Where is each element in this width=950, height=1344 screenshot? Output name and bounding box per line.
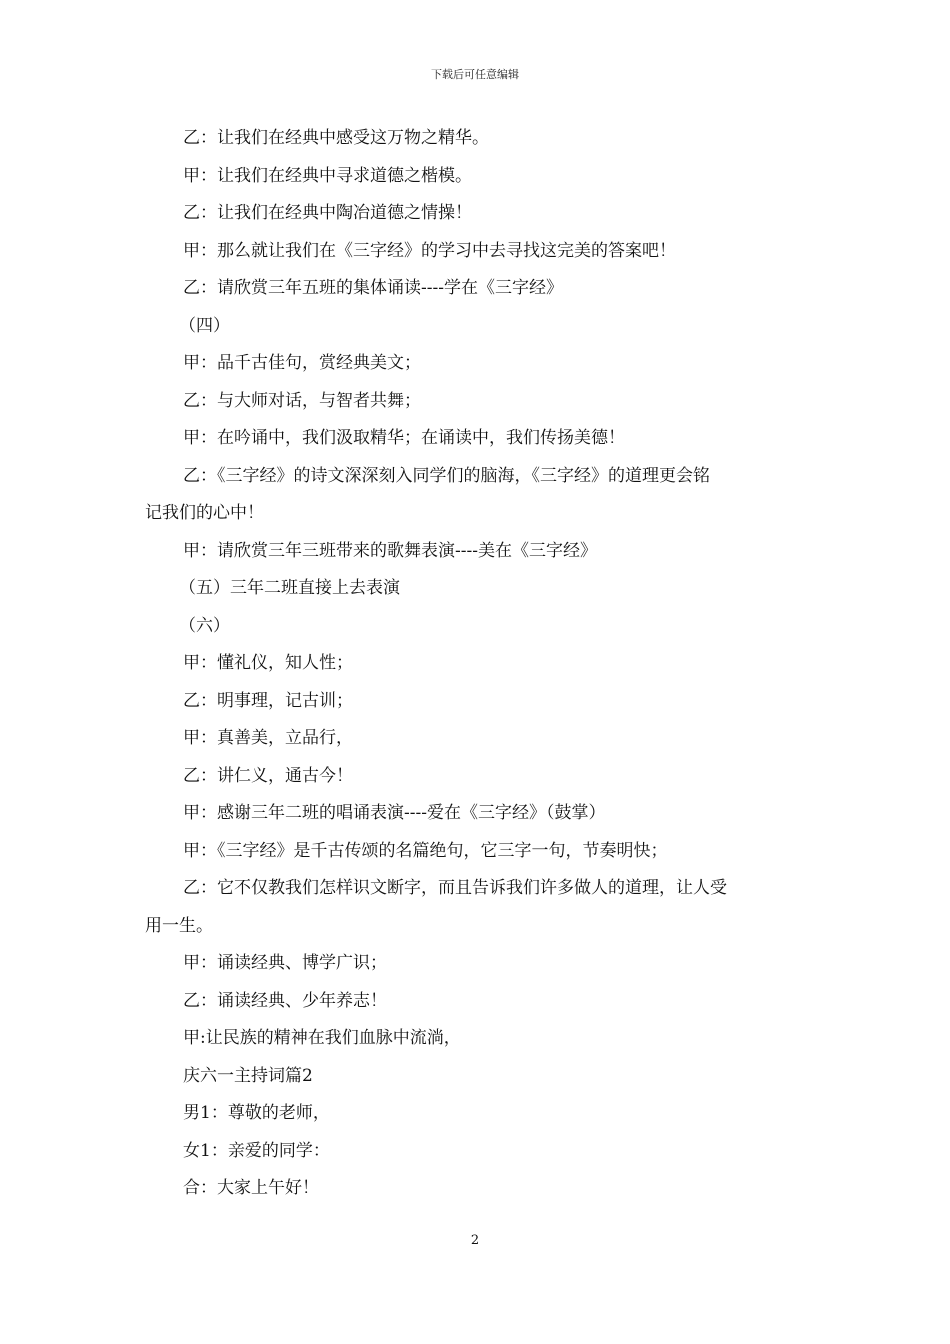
text-line: 乙：它不仅教我们怎样识文断字，而且告诉我们许多做人的道理，让人受 xyxy=(183,878,727,898)
text-line: 甲：《三字经》是千古传颂的名篇绝句，它三字一句，节奏明快； xyxy=(183,840,668,861)
text-line: 甲：让我们在经典中寻求道德之楷模。 xyxy=(183,165,472,186)
text-line: 甲:让民族的精神在我们血脉中流淌， xyxy=(183,1028,461,1048)
text-line: 甲：在吟诵中，我们汲取精华；在诵读中，我们传扬美德！ xyxy=(183,428,625,448)
section-marker: （六） xyxy=(179,615,230,636)
text-line: 乙：明事理，记古训； xyxy=(183,690,353,711)
text-line: 男1：尊敬的老师， xyxy=(183,1103,330,1123)
text-line: 甲：懂礼仪，知人性； xyxy=(183,653,353,673)
text-line: 女1：亲爱的同学： xyxy=(183,1140,330,1161)
section-title: 庆六一主持词篇2 xyxy=(183,1065,313,1086)
text-line: 乙：讲仁义，通古今！ xyxy=(183,765,353,786)
text-line: 乙：《三字经》的诗文深深刻入同学们的脑海，《三字经》的道理更会铭 xyxy=(183,465,710,486)
text-line: 乙：让我们在经典中感受这万物之精华。 xyxy=(183,128,489,148)
section-marker: （五）三年二班直接上去表演 xyxy=(179,578,400,598)
section-marker: （四） xyxy=(179,315,230,336)
page-number: 2 xyxy=(470,1233,480,1248)
text-line: 甲：品千古佳句，赏经典美文； xyxy=(183,353,421,373)
text-line: 甲：真善美，立品行， xyxy=(183,728,353,748)
text-line: 乙：与大师对话，与智者共舞； xyxy=(183,390,421,411)
text-line: 甲：请欣赏三年三班带来的歌舞表演----美在《三字经》 xyxy=(183,540,597,561)
text-line: 甲：那么就让我们在《三字经》的学习中去寻找这完美的答案吧！ xyxy=(183,240,676,261)
text-line-continuation: 记我们的心中！ xyxy=(145,503,264,523)
text-line: 乙：诵读经典、少年养志！ xyxy=(183,990,387,1011)
page-header: 下载后可任意编辑 xyxy=(431,68,519,81)
text-line: 乙：让我们在经典中陶冶道德之情操！ xyxy=(183,203,472,223)
text-line: 合：大家上午好！ xyxy=(183,1178,319,1198)
document-body xyxy=(145,120,810,1208)
text-line: 甲：诵读经典、博学广识； xyxy=(183,953,387,973)
text-line: 甲：感谢三年二班的唱诵表演----爱在《三字经》（鼓掌） xyxy=(183,803,606,823)
text-line: 乙：请欣赏三年五班的集体诵读----学在《三字经》 xyxy=(183,278,563,298)
text-line-continuation: 用一生。 xyxy=(145,915,213,936)
